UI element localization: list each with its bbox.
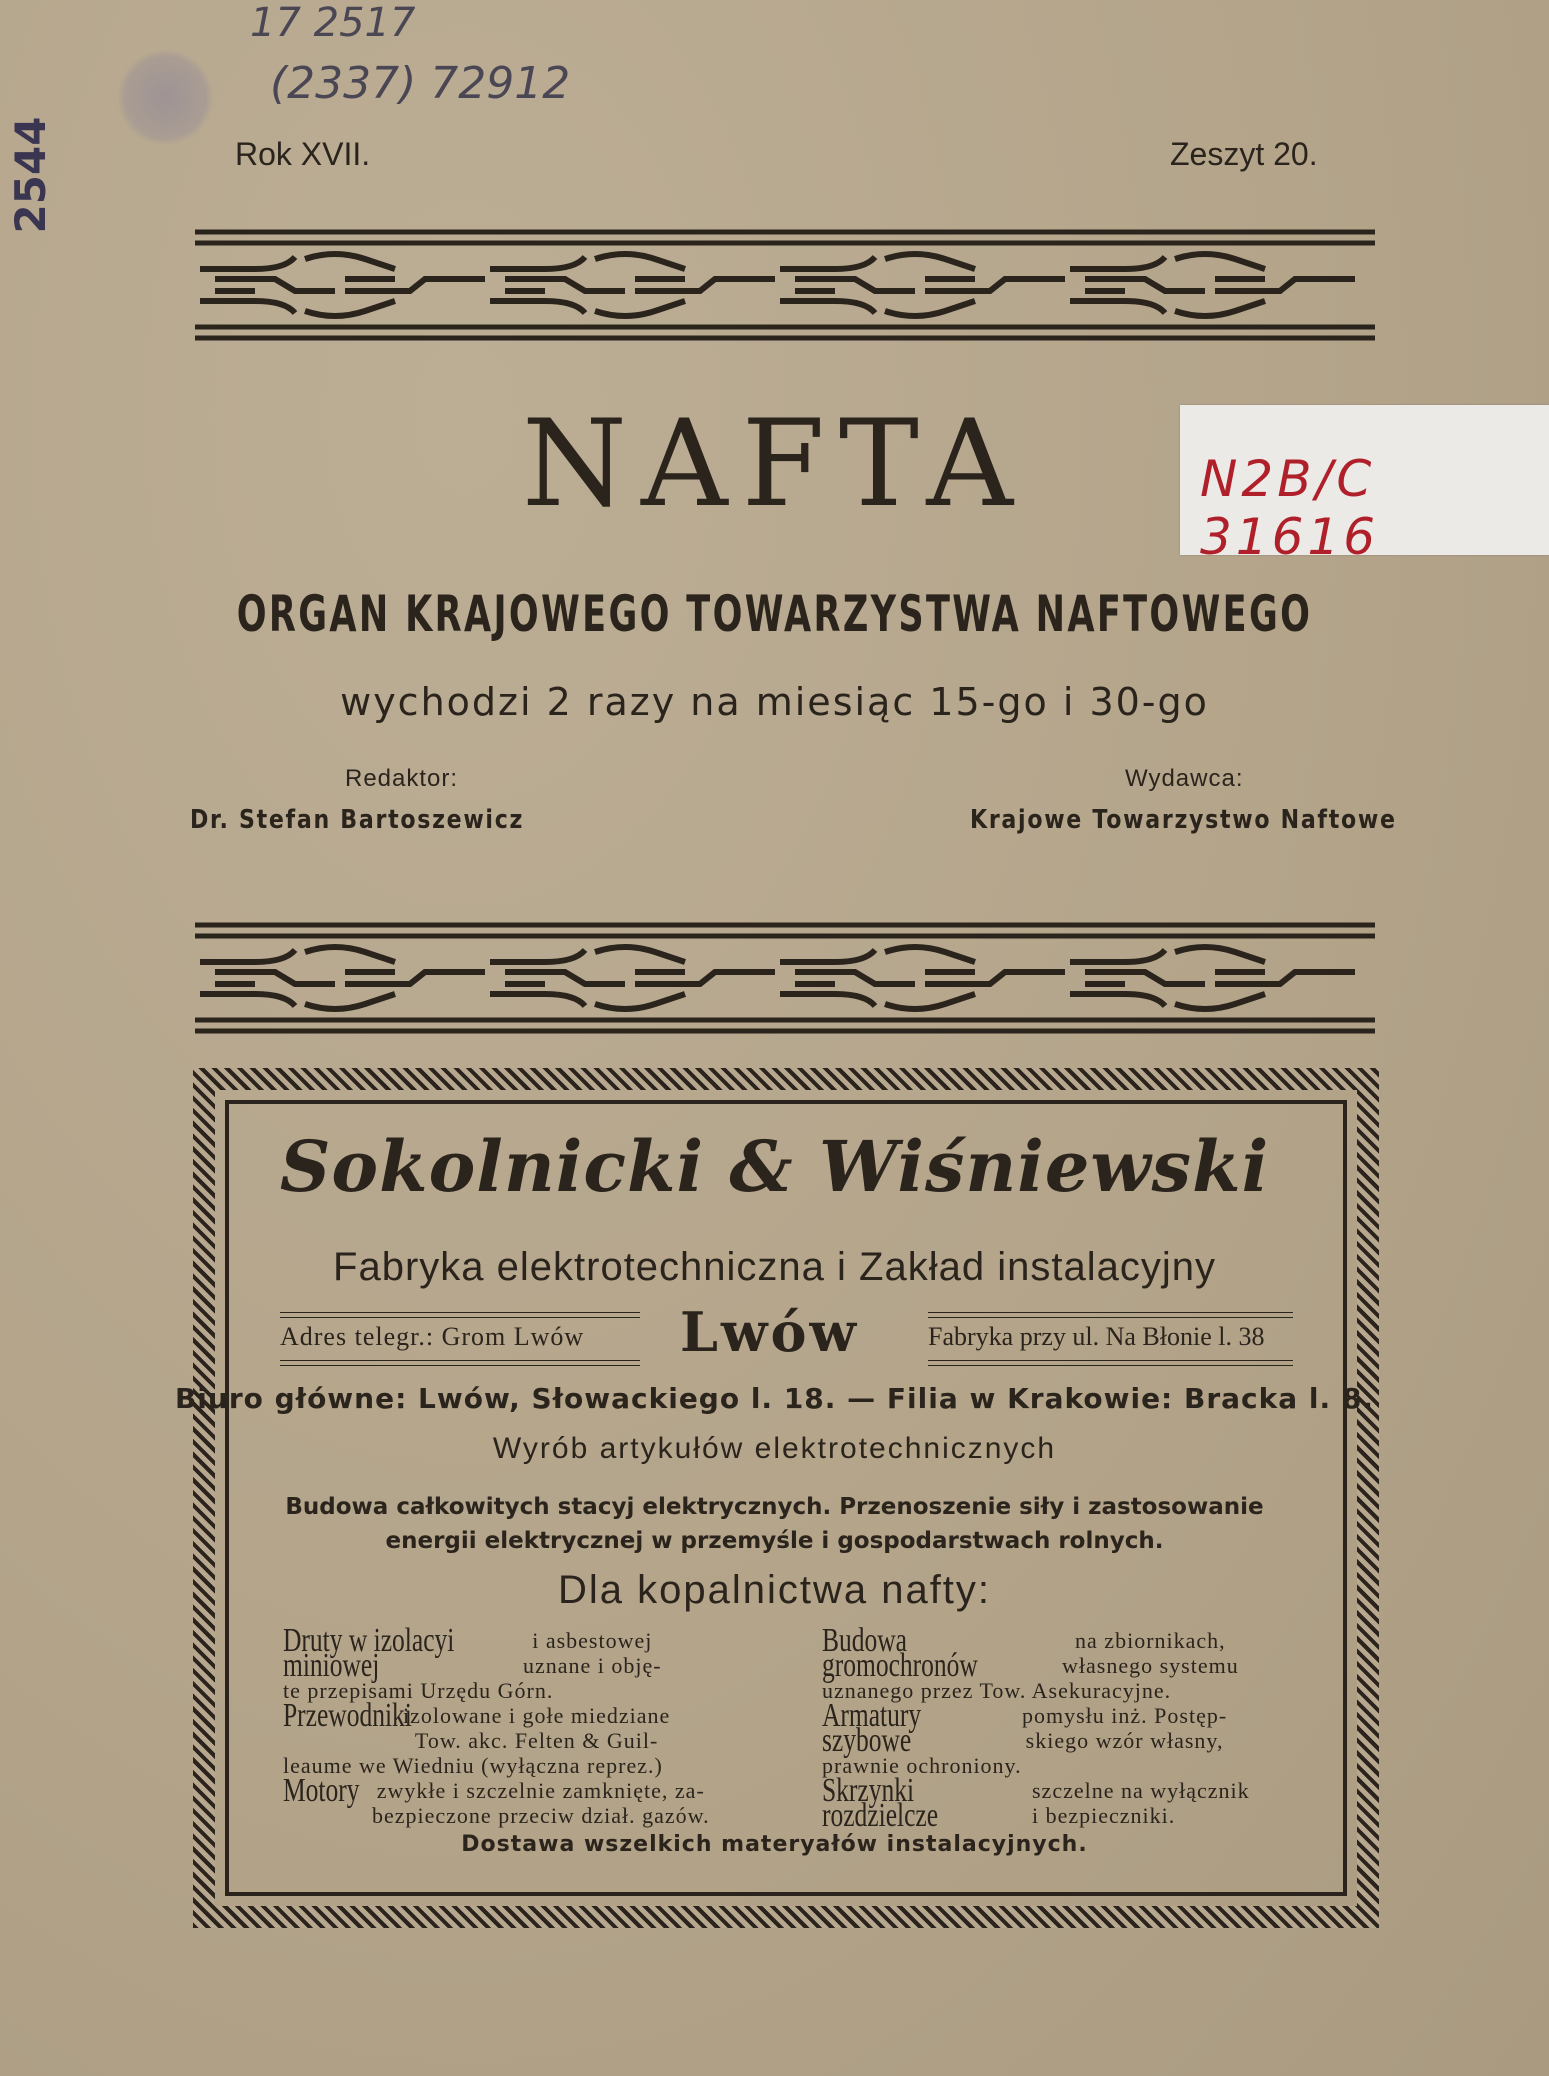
item-continuation: uznanego przez Tow. Asekuracyjne.: [822, 1678, 1172, 1703]
services-line-2: energii elektrycznej w przemyśle i gospodarstwach rolnych.: [385, 1528, 1164, 1554]
editor-name: Dr. Stefan Bartoszewicz: [190, 805, 525, 835]
advertiser-tagline: Fabryka elektrotechniczna i Zakład instalacyjny: [333, 1245, 1216, 1289]
item-side-line: izolowane i gołe miedziane: [403, 1703, 671, 1728]
issue-label: Zeszyt 20.: [1170, 136, 1318, 172]
advertiser-name: Sokolnicki & Wiśniewski: [279, 1125, 1270, 1208]
item-continuation: leaume we Wiedniu (wyłączna reprez.): [283, 1753, 663, 1778]
publication-frequency: wychodzi 2 razy na miesiąc 15-go i 30-go: [340, 680, 1209, 724]
advertiser-city: Lwów: [680, 1300, 859, 1364]
item-continuation: prawnie ochroniony.: [822, 1753, 1022, 1778]
item-side-line: skiego wzór własny,: [1025, 1728, 1224, 1753]
handwritten-note-second: (2337) 72912: [270, 58, 571, 109]
item-side: [1032, 1778, 1250, 1828]
item-side: [403, 1703, 670, 1753]
item-side: [1062, 1628, 1239, 1678]
editor-label: Redaktor:: [345, 765, 459, 792]
item-continuation: te przepisami Urzędu Górn.: [283, 1678, 554, 1703]
year-label: Rok XVII.: [235, 136, 371, 172]
list-item: [822, 1622, 1302, 1684]
services-line-1: Budowa całkowitych stacyj elektrycznych. Przenoszenie siły i zastosowanie: [285, 1494, 1264, 1520]
item-side-line: uznane i obję-: [523, 1653, 662, 1678]
factory-address: Fabryka przy ul. Na Błonie l. 38: [928, 1322, 1265, 1351]
item-side-line: i bezpieczniki.: [1032, 1803, 1176, 1828]
item-side-line: pomysłu inż. Postęp-: [1022, 1703, 1228, 1728]
publisher-label: Wydawca:: [1125, 765, 1244, 792]
item-side: [1022, 1703, 1227, 1753]
item-side-line: szczelne na wyłącznik: [1032, 1778, 1250, 1803]
services-text: [0, 1490, 1549, 1558]
item-side-line: i asbestowej: [532, 1628, 653, 1653]
item-side-line: na zbiornikach,: [1075, 1628, 1226, 1653]
magazine-title: NAFTA: [521, 395, 1028, 534]
list-item: [283, 1697, 763, 1753]
list-item: [822, 1772, 1302, 1834]
item-title: Druty w izolacyi miniowej: [283, 1622, 455, 1684]
telegram-address: Adres telegr.: Grom Lwów: [280, 1322, 585, 1351]
list-item: [283, 1772, 763, 1828]
item-title: Motory: [283, 1772, 360, 1809]
oil-mining-heading: Dla kopalnictwa nafty:: [557, 1568, 992, 1612]
item-title: Skrzynki rozdzielcze: [822, 1772, 939, 1834]
item-side: [372, 1778, 710, 1828]
rule-right-bottom: [928, 1360, 1293, 1366]
library-stamp: [118, 50, 213, 145]
item-title: Przewodniki: [283, 1697, 412, 1734]
right-column: [822, 1622, 1302, 1834]
rule-right-top: [928, 1312, 1293, 1318]
spine-number: 2544: [5, 116, 55, 234]
handwritten-note-top: 17 2517: [250, 0, 416, 46]
item-side-line: bezpieczone przeciw dział. gazów.: [372, 1803, 710, 1828]
rule-left-top: [280, 1312, 640, 1318]
products-line: Wyrób artykułów elektrotechnicznych: [492, 1432, 1057, 1465]
list-item: [822, 1697, 1302, 1759]
magazine-subtitle: ORGAN KRAJOWEGO TOWARZYSTWA NAFTOWEGO: [236, 585, 1313, 643]
publisher-name: Krajowe Towarzystwo Naftowe: [970, 805, 1397, 835]
ornament-top: [195, 215, 1375, 355]
delivery-line: Dostawa wszelkich materyałów instalacyjnych.: [461, 1832, 1088, 1857]
item-title: Armatury szybowe: [822, 1697, 922, 1759]
library-label-text: N2B/C 31616: [1200, 450, 1380, 566]
list-item: [283, 1622, 763, 1684]
office-address: Biuro główne: Lwów, Słowackiego l. 18. — Filia w Krakowie: Bracka l. 8.: [174, 1382, 1375, 1415]
rule-left-bottom: [280, 1360, 640, 1366]
ornament-bottom: [195, 908, 1375, 1048]
item-title: Budowa gromochronów: [822, 1622, 978, 1684]
left-column: [283, 1622, 763, 1828]
item-side-line: Tow. akc. Felten & Guil-: [414, 1728, 659, 1753]
item-side-line: zwykłe i szczelnie zamknięte, za-: [376, 1778, 705, 1803]
item-side-line: własnego systemu: [1062, 1653, 1239, 1678]
item-side: [523, 1628, 662, 1678]
